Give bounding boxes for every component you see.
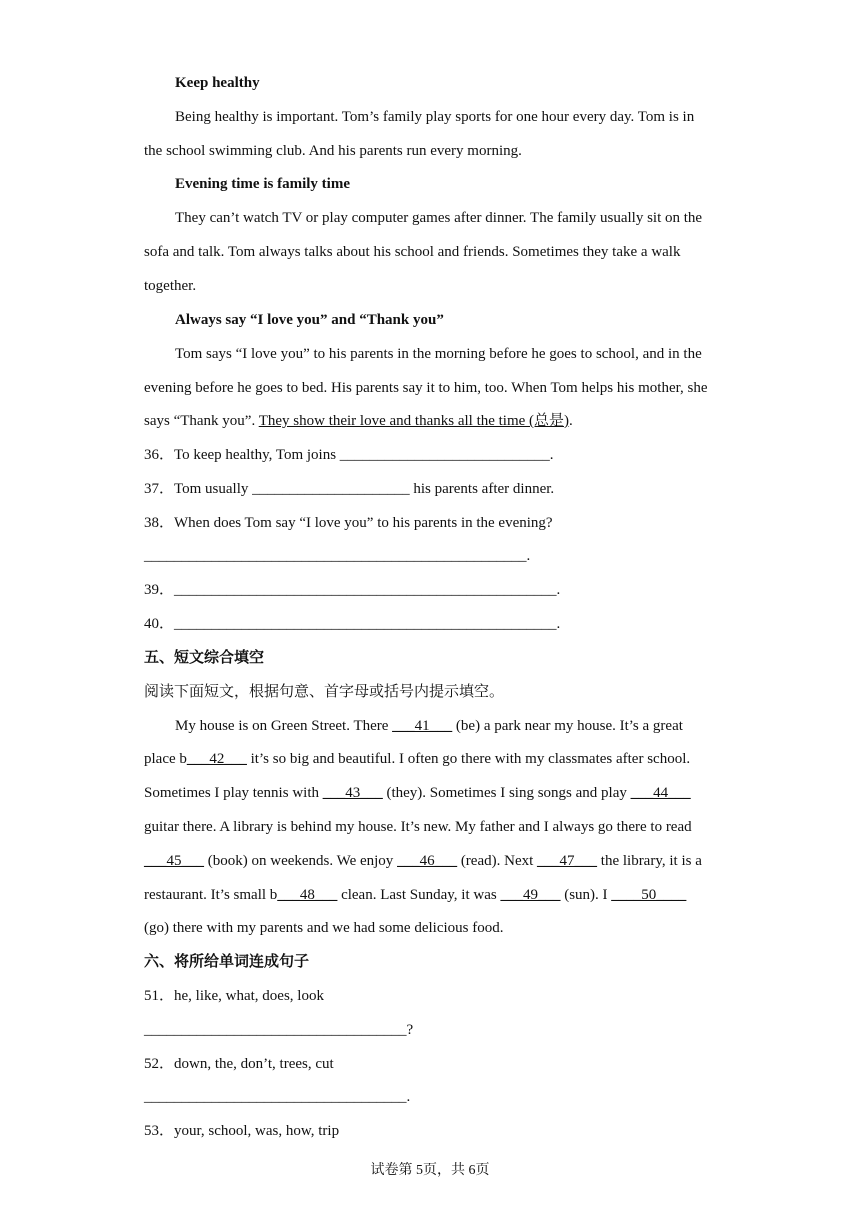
text-segment: place b [144, 751, 187, 767]
heading-evening-time: Evening time is family time [175, 176, 350, 192]
question-36: 36．To keep healthy, Tom joins ____________________________. [144, 447, 554, 463]
text-segment: clean. Last Sunday, it was [337, 887, 501, 903]
text-segment: (they). Sometimes I sing songs and play [382, 785, 631, 801]
cloze-line [144, 783, 691, 803]
blank-43: ___43___ [322, 785, 383, 801]
paragraph-line: together. [144, 278, 197, 294]
text-segment: (book) on weekends. We enjoy [204, 853, 398, 869]
paragraph-line: They can’t watch TV or play computer games after dinner. The family usually sit on the [175, 210, 703, 226]
question-40: 40．___________________________________________________. [144, 616, 561, 632]
blank-47: ___47___ [537, 853, 598, 869]
text-segment: it’s so big and beautiful. I often go there with my classmates after school. [246, 751, 691, 767]
blank-41: ___41___ [392, 718, 453, 734]
text-segment: says “Thank you”. [144, 413, 259, 429]
question-51: 51．he, like, what, does, look [144, 988, 324, 1004]
cloze-line [144, 851, 702, 871]
page-footer: 试卷第 5页，共 6页 [370, 1163, 490, 1178]
cloze-line [175, 716, 683, 736]
paragraph-line: sofa and talk. Tom always talks about his school and friends. Sometimes they take a walk [144, 244, 681, 260]
question-37: 37．Tom usually _____________________ his parents after dinner. [144, 481, 555, 497]
text-segment: (be) a park near my house. It’s a great [452, 718, 683, 734]
text-segment: restaurant. It’s small b [144, 887, 278, 903]
paragraph-line: the school swimming club. And his parents run every morning. [144, 143, 522, 159]
question-53: 53．your, school, was, how, trip [144, 1123, 340, 1139]
blank-46: ___46___ [397, 853, 458, 869]
heading-keep-healthy: Keep healthy [175, 75, 260, 91]
section-5-instruction: 阅读下面短文，根据句意、首字母或括号内提示填空。 [144, 684, 505, 700]
answer-blank-51: ___________________________________? [144, 1022, 414, 1038]
question-38: 38．When does Tom say “I love you” to his parents in the evening? [144, 515, 553, 531]
blank-42: ___42___ [186, 751, 247, 767]
text-segment: My house is on Green Street. There [175, 718, 393, 734]
heading-always-say: Always say “I love you” and “Thank you” [175, 312, 444, 328]
cloze-line: (go) there with my parents and we had some delicious food. [144, 920, 504, 936]
paragraph-line: Being healthy is important. Tom’s family play sports for one hour every day. Tom is in [175, 109, 695, 125]
text-segment: (sun). I [560, 887, 612, 903]
text-segment: Sometimes I play tennis with [144, 785, 323, 801]
cloze-line [144, 885, 686, 905]
answer-blank-38: ___________________________________________________. [144, 548, 531, 564]
question-39: 39．___________________________________________________. [144, 582, 561, 598]
blank-45: ___45___ [144, 853, 204, 869]
paragraph-line: Tom says “I love you” to his parents in the morning before he goes to school, and in the [175, 346, 702, 362]
paragraph-line: evening before he goes to bed. His parents say it to him, too. When Tom helps his mother, she [144, 380, 708, 396]
blank-50: ____50____ [611, 887, 687, 903]
section-6-title: 六、将所给单词连成句子 [144, 954, 310, 970]
cloze-line [144, 749, 690, 769]
text-segment: . [569, 413, 573, 429]
underlined-sentence: They show their love and thanks all the time (总是) [258, 413, 570, 429]
cloze-line: guitar there. A library is behind my house. It’s new. My father and I always go there to read [144, 819, 692, 835]
text-segment: the library, it is a [597, 853, 702, 869]
blank-49: ___49___ [500, 887, 561, 903]
text-segment: (read). Next [457, 853, 538, 869]
section-5-title: 五、短文综合填空 [144, 650, 265, 666]
blank-48: ___48___ [277, 887, 338, 903]
blank-44: ___44___ [630, 785, 691, 801]
question-52: 52．down, the, don’t, trees, cut [144, 1056, 334, 1072]
paragraph-line [144, 411, 573, 431]
answer-blank-52: ___________________________________. [144, 1089, 411, 1105]
